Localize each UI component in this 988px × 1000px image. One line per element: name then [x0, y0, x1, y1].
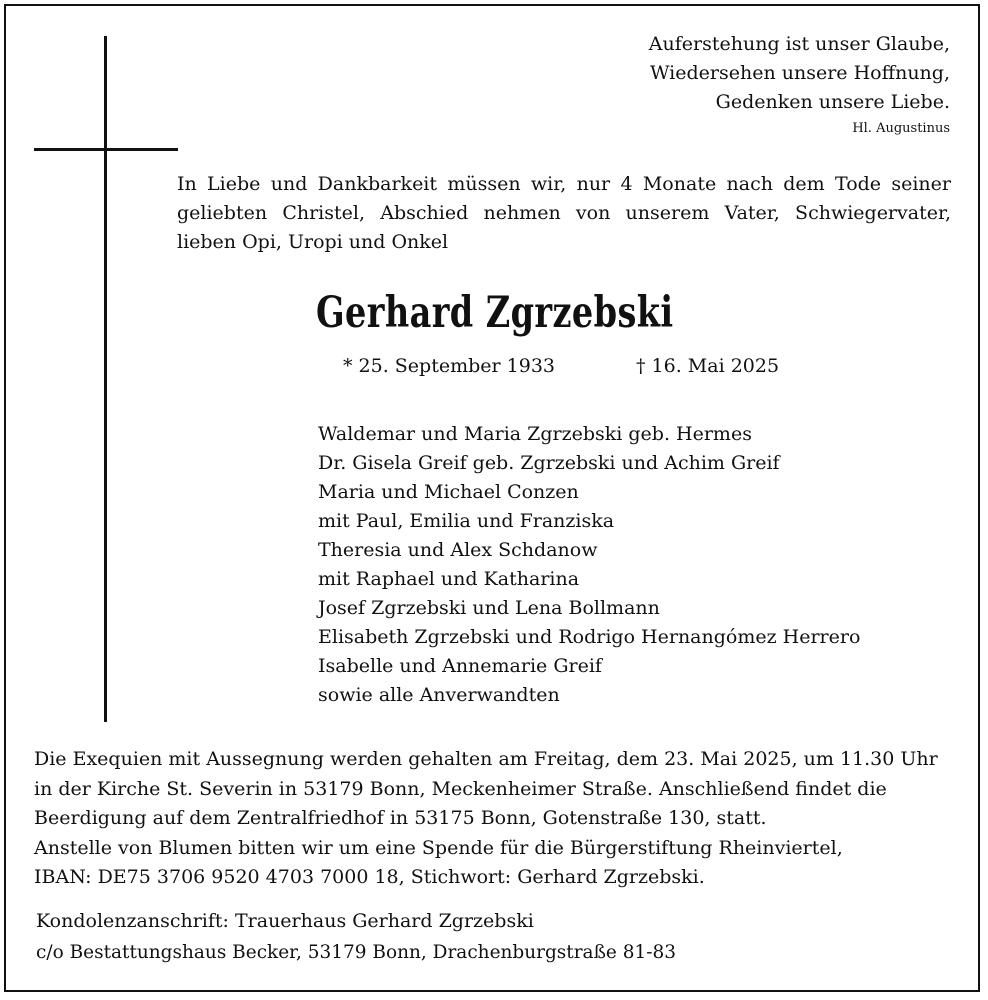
cross-icon-horizontal — [34, 148, 178, 151]
family-line: Elisabeth Zgrzebski und Rodrigo Hernangómez Herrero — [318, 626, 861, 648]
cross-icon-vertical — [104, 36, 107, 722]
service-line: Die Exequien mit Aussegnung werden gehalten am Freitag, dem 23. Mai 2025, um 11.30 Uhr — [34, 748, 938, 770]
quote-line: Gedenken unsere Liebe. — [715, 91, 950, 113]
death-date: 16. Mai 2025 — [651, 355, 780, 377]
quote-block — [649, 30, 950, 139]
deceased-name: Gerhard Zgrzebski — [316, 288, 674, 338]
family-line: Josef Zgrzebski und Lena Bollmann — [318, 597, 660, 619]
condolence-address — [36, 906, 694, 968]
family-line: mit Paul, Emilia und Franziska — [318, 510, 615, 532]
birth-date: * 25. September 1933 — [343, 355, 555, 377]
condolence-line: c/o Bestattungshaus Becker, 53179 Bonn, Drachenburgstraße 81-83 — [36, 941, 676, 963]
family-line: Maria und Michael Conzen — [318, 481, 579, 503]
service-line: in der Kirche St. Severin in 53179 Bonn, Meckenheimer Straße. Anschließend findet die — [34, 777, 887, 800]
family-line: Dr. Gisela Greif geb. Zgrzebski und Achim Greif — [318, 452, 780, 474]
death-date-block — [636, 355, 779, 377]
service-line: IBAN: DE75 3706 9520 4703 7000 18, Stichwort: Gerhard Zgrzebski. — [34, 866, 705, 888]
quote-attribution: Hl. Augustinus — [852, 121, 950, 136]
intro-text: In Liebe und Dankbarkeit müssen wir, nur 4 Monate nach dem Tode seiner geliebten Christel, Abschied nehmen von unserem Vater, Schwiegervater, lieben Opi, Uropi und Onkel — [177, 173, 951, 253]
condolence-line: Kondolenzanschrift: Trauerhaus Gerhard Zgrzebski — [36, 910, 534, 932]
quote-line: Wiedersehen unsere Hoffnung, — [649, 62, 950, 84]
family-line: sowie alle Anverwandten — [318, 684, 560, 706]
service-info — [34, 745, 969, 893]
family-line: Isabelle und Annemarie Greif — [318, 655, 602, 677]
service-line: Anstelle von Blumen bitten wir um eine Spende für die Bürgerstiftung Rheinviertel, — [34, 836, 843, 859]
family-line: Waldemar und Maria Zgrzebski geb. Hermes — [318, 423, 752, 445]
family-line: Theresia und Alex Schdanow — [318, 539, 598, 561]
family-line: mit Raphael und Katharina — [318, 568, 580, 590]
dagger-icon: † — [636, 355, 646, 377]
quote-line: Auferstehung ist unser Glaube, — [648, 33, 950, 55]
service-line: Beerdigung auf dem Zentralfriedhof in 53175 Bonn, Gotenstraße 130, statt. — [34, 807, 767, 829]
family-list — [318, 420, 860, 710]
